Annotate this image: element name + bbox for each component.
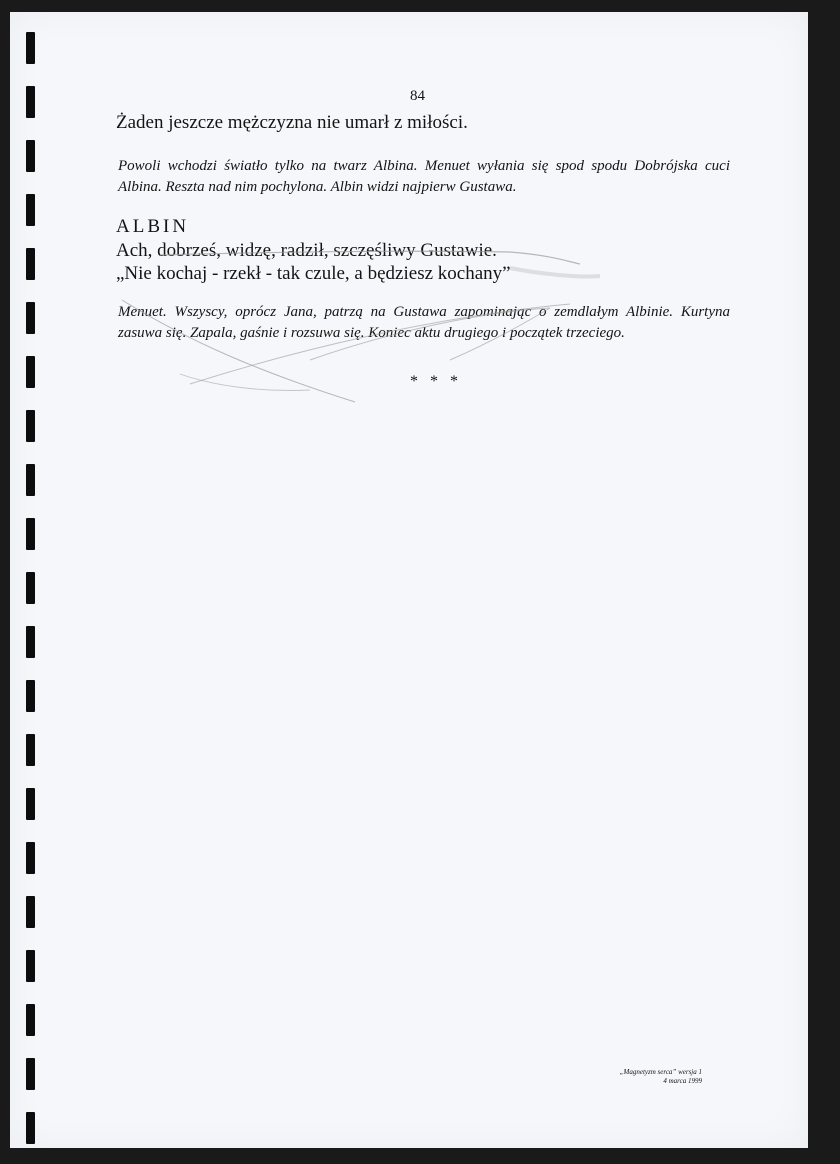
binding-hole [26,194,35,226]
binding-hole [26,410,35,442]
scene-separator: * * * [410,373,462,390]
verse-line-2: „Nie kochaj - rzekł - tak czule, a będziesz kochany” [116,263,511,284]
dialogue-line-opening: Żaden jeszcze mężczyzna nie umarł z miłości. [116,112,468,133]
stage-direction-1: Powoli wchodzi światło tylko na twarz Albina. Menuet wyłania się spod spodu Dobrójska cuci Albina. Reszta nad nim pochylona. Albin widzi najpierw Gustawa. [118,158,730,195]
document-footer [620,1068,702,1086]
binding-hole [26,734,35,766]
spiral-binding [26,32,40,1152]
speaker-name: ALBIN [116,216,190,237]
footer-date: 4 marca 1999 [663,1077,702,1085]
binding-hole [26,140,35,172]
binding-hole [26,842,35,874]
binding-hole [26,896,35,928]
binding-hole [26,356,35,388]
binding-hole [26,248,35,280]
pencil-scribble-4 [180,374,310,390]
binding-hole [26,626,35,658]
binding-hole [26,1004,35,1036]
binding-hole [26,86,35,118]
verse-line-1: Ach, dobrześ, widzę, radził, szczęśliwy Gustawie. [116,240,497,261]
binding-hole [26,680,35,712]
footer-title: „Magnetyzm serca” wersja 1 [619,1068,702,1076]
binding-hole [26,518,35,550]
binding-hole [26,788,35,820]
binding-hole [26,1112,35,1144]
document-page [10,12,808,1148]
binding-hole [26,950,35,982]
binding-hole [26,302,35,334]
binding-hole [26,1058,35,1090]
binding-hole [26,464,35,496]
stage-direction-2: Menuet. Wszyscy, oprócz Jana, patrzą na Gustawa zapominając o zemdlałym Albinie. Kurtyna zasuwa się. Zapala, gaśnie i rozsuwa się. Koniec aktu drugiego i początek trzeciego. [118,304,730,341]
binding-hole [26,572,35,604]
pencil-smudge [510,268,600,277]
page-number: 84 [410,88,425,104]
binding-hole [26,32,35,64]
